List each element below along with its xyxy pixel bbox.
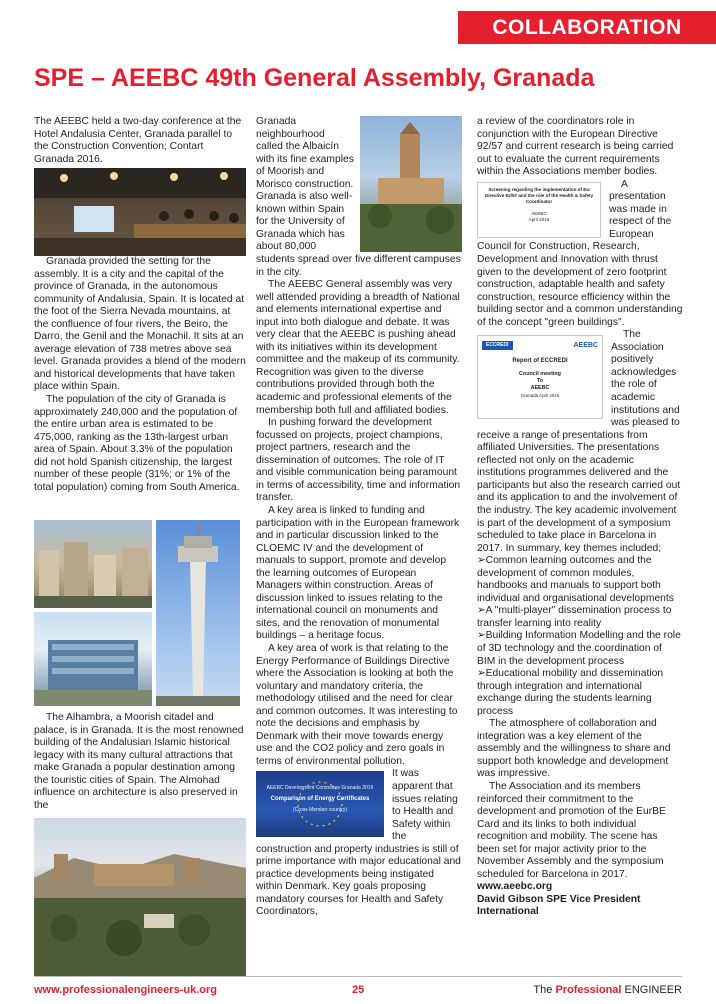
column-2 <box>256 116 462 919</box>
doc-heading: Screening regarding the implementation of EU Directive 92/57 and the role of the Health & Safety Coordinator <box>484 186 594 204</box>
paragraph: The Association and its members reinforced their commitment to the development and promotion of the EurBE Card and its links to both individual recognition and mobility. The scene has been set for major activity prior to the November Assembly and the symposium scheduled for Barcelona in 2017. <box>477 780 666 880</box>
aeebc-logo: AEEBC <box>573 341 598 349</box>
doc-line: Granada April 2016 <box>520 393 560 399</box>
page-number: 25 <box>352 984 365 996</box>
doc-date: April 2016 <box>528 216 550 222</box>
section-tag: COLLABORATION <box>458 11 716 44</box>
paragraph: The population of the city of Granada is approximately 240,000 and the population of the entire urban area is estimated to be 475,000, ranking as the 13th-largest urban area of Spain. About 3.3% of the population did not hold Spanish citizenship, the largest number of these people (31%; or 1% of the total population) coming from South America. <box>34 394 240 493</box>
science-park-tower-photo <box>156 520 240 706</box>
column-3 <box>477 116 683 919</box>
energy-certificates-slide <box>256 771 384 837</box>
slide-text-2: Comparison of Energy Certificates <box>270 796 370 803</box>
granada-city-photo <box>34 520 152 608</box>
column-1 <box>34 116 246 166</box>
paragraph: Granada neighbourhood called the Albaicín with its fine examples of Moorish and Morisco construction. Granada is also well-known within Spain for the University of Granada which has about 80,000 students spread over five different campuses in the city. <box>256 116 461 278</box>
doc-org: AEEBC <box>531 210 547 216</box>
brand-red: Professional <box>555 984 622 996</box>
paragraph: a review of the coordinators role in conjunction with the European Directive 92/57 and current research is being carried out to evaluate the current requirements within the Associations member bodies. <box>477 116 674 178</box>
paragraph: Granada provided the setting for the assembly. It is a city and the capital of the province of Granada, in the autonomous community of Andalusia, Spain. It is located at the foot of the Sierra Nevada mountains, at the confluence of four rivers, the Beiro, the Darro, the Genil and the Monachil. It sits at an average elevation of 738 metres above sea level. Granada provides a blend of the modern and historical developments that have taken place within Spain. <box>34 256 246 393</box>
conference-room-photo <box>34 168 246 256</box>
albaicin-tower-photo <box>360 116 462 252</box>
column-1-body <box>34 256 246 494</box>
paragraph: The Alhambra, a Moorish citadel and palace, is in Granada. It is the most renowned building of the Andalusian Islamic historical legacy with its many cultural attractions that make Granada a popular destination among the touristic cities of Spain. The Almohad influence on architecture is also preserved in the <box>34 712 244 811</box>
paragraph: The AEEBC General assembly was very well attended providing a breadth of National and elements international expertise and input into both dialogue and debate. It was very clear that the AEEBC is pushing ahead with its initiatives within its development committee and the makeup of its community. Recognition was given to the diverse contributions provided through both the academic and professional elements of the membership both full and affiliated bodies. <box>256 279 460 416</box>
modern-building-photo <box>34 612 152 706</box>
paragraph: A key area of work is that relating to the Energy Performance of Buildings Directive where the Association is looking at both the voluntary and mandatory criteria, the methodology utilised and the need for clear and common outcomes. It was interesting to note the decisions and emphasis by Denmark with their move towards energy use and the CO2 policy and zero goals in terms of environmental pollution. <box>256 642 458 767</box>
doc-line: Council meeting <box>519 371 561 378</box>
slide-text-3: (Cross Member country) <box>293 807 347 814</box>
magazine-brand <box>533 984 682 996</box>
bullet: ➢Educational mobility and dissemination through integration and international exchange during the students learning process <box>477 668 664 717</box>
bullet: ➢A "multi-player" dissemination process to transfer learning into reality <box>477 605 672 629</box>
paragraph: A key area is linked to funding and participation with in the European framework and in particular discussion linked to the CLOEMC IV and the development of manuals to support, promote and develop the learning outcomes of European Managers within construction. Areas of discussion linked to issues relating to the international council on monuments and sites, and the renovation of monumental buildings – a heritage focus. <box>256 504 460 642</box>
doc-line: AEEBC <box>530 385 550 392</box>
article-title: SPE – AEEBC 49th General Assembly, Granada <box>34 64 595 92</box>
bullet: ➢Common learning outcomes and the development of common modules, handbooks and manuals to support both individual and organisational developments <box>477 555 674 604</box>
alhambra-panorama-photo <box>34 818 246 976</box>
footer-website[interactable]: www.professionalengineers-uk.org <box>34 984 217 996</box>
doc-title: Report of ECCREDI <box>512 358 568 365</box>
brand-prefix: The <box>533 984 553 996</box>
eccredi-report-document <box>477 335 603 419</box>
paragraph: The Association positively acknowledges the role of academic institutions and was pleased to receive a range of presentations from affiliated Universities. The presentations reflected not only on the academic institutions programmes delivered and the participants but also the research carried out and its application to and the involvement of the industry. The key academic involvement is part of the development of a symposium scheduled to take place in Barcelona in 2017. In summary, key themes included; <box>477 329 681 554</box>
paragraph: A presentation was made in respect of the European Council for Construction, Research, Development and Innovation with thrust given to the development of zero footprint construction, adaptable health and safety construction, resource efficiency within the building sector and a common understanding of the concept "green buildings". <box>477 178 683 328</box>
doc-line: To <box>536 378 544 385</box>
signature-name: David Gibson SPE Vice President International <box>477 893 641 918</box>
column-1-bottom <box>34 712 246 812</box>
slide-text-1: AEEBC Development Committee Granada 2016 <box>266 785 374 792</box>
directive-screening-document <box>477 182 601 238</box>
paragraph: In pushing forward the development focussed on projects, project champions, project partners, research and the dissemination of outcomes. The role of IT and visible communication being paramount in terms of accessibility, time and information transfer. <box>256 417 461 504</box>
paragraph: The atmosphere of collaboration and integration was a key element of the assembly and the willingness to share and support both knowledge and development was impressive. <box>477 718 671 780</box>
eccredi-logo: ECCREDI <box>482 341 513 350</box>
brand-suffix: ENGINEER <box>624 984 682 996</box>
paragraph: The AEEBC held a two-day conference at the Hotel Andalusia Center, Granada parallel to the Construction Convention; Contart Granada 2016. <box>34 116 242 165</box>
signature-url: www.aeebc.org <box>477 881 553 893</box>
paragraph: It was apparent that issues relating to Health and Safety within the construction and property industries is still of prime importance with major educational and practice developments being instigated within Denmark. Key goals proposing mandatory courses for Health and Safety Coordinators, <box>256 768 461 918</box>
footer-rule <box>34 976 682 977</box>
bullet: ➢Building Information Modelling and the role of 3D technology and the coordination of BIM in the development process <box>477 630 681 667</box>
